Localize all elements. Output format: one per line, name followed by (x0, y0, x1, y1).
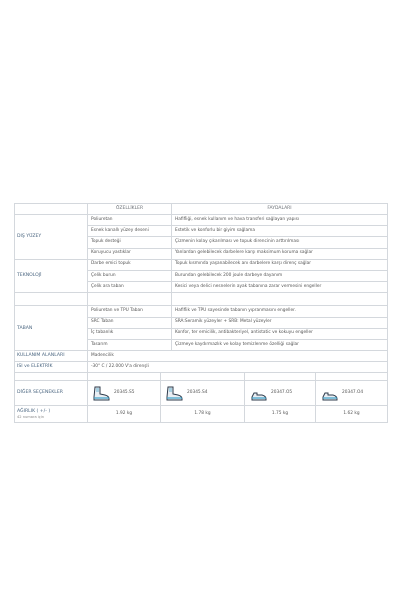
section-label-taban: TABAN (15, 306, 88, 351)
header-empty-cell (15, 204, 88, 215)
option-item[interactable] (316, 381, 388, 406)
table-row (15, 306, 388, 317)
weight-value: 1.78 kg (161, 406, 245, 423)
benefit-cell: Estetik ve konforlu bir giyim sağlama (172, 226, 388, 237)
spec-table (14, 203, 388, 423)
product-spec-sheet (14, 203, 387, 423)
feature-cell: Tasarım (88, 339, 172, 350)
boot-icon (248, 385, 268, 402)
feature-cell: SRC Taban (88, 317, 172, 328)
benefit-cell: Çizmeye kaydırmazlık ve kolay temizlenme özelliği sağlar (172, 339, 388, 350)
weight-value: 1.92 kg (88, 406, 161, 423)
benefit-cell: Kesici veya delici nesnelerin ayak tabanına zarar vermesini engeller (172, 282, 388, 293)
spacer-cell (88, 293, 172, 306)
options-label: DİĞER SEÇENEKLER (15, 381, 88, 406)
table-header-row (15, 204, 388, 215)
boot-icon (91, 385, 111, 402)
option-item[interactable] (161, 381, 245, 406)
option-code: 20345.S5 (114, 389, 135, 395)
weight-value: 1.62 kg (316, 406, 388, 423)
spacer-cell (88, 373, 161, 381)
spacer-row (15, 293, 388, 306)
table-row (15, 215, 388, 226)
benefit-cell: Çizmenin kolay çıkarılması ve topuk direncinin arttırılması (172, 237, 388, 248)
usage-label: KULLANIM ALANLARI (15, 351, 88, 362)
table-row (15, 362, 388, 373)
option-code: 20345.S4 (187, 389, 208, 395)
spacer-cell (15, 373, 88, 381)
boot-icon (164, 385, 184, 402)
weight-label: AĞIRLIK ( +/- ) (17, 408, 51, 414)
header-benefits: FAYDALARI (172, 204, 388, 215)
spacer-cell (172, 293, 388, 306)
option-code: 20347.O4 (342, 389, 364, 395)
heat-electric-label: ISI ve ELEKTRİK (15, 362, 88, 373)
spacer-row (15, 373, 388, 381)
header-features: ÖZELLİKLER (88, 204, 172, 215)
feature-cell: Poliuretan (88, 215, 172, 226)
options-row (15, 381, 388, 406)
table-row (15, 259, 388, 270)
feature-cell: Çelik burun (88, 270, 172, 281)
table-row (15, 351, 388, 362)
option-item[interactable] (88, 381, 161, 406)
weight-value: 1.75 kg (245, 406, 316, 423)
feature-cell: Topuk desteği (88, 237, 172, 248)
benefit-cell: Topuk kısmında yaşanabilecek anı darbelere karşı direnç sağlar (172, 259, 388, 270)
spacer-cell (316, 373, 388, 381)
benefit-cell: Konfor, ter emicilik, antibakteriyel, antistatic ve kokuyu engeller (172, 328, 388, 339)
boot-icon (319, 385, 339, 402)
feature-cell: Darbe emici topuk (88, 259, 172, 270)
benefit-cell: SRA:Seramik yüzeyler + SRB: Metal yüzeyler (172, 317, 388, 328)
weight-row (15, 406, 388, 423)
benefit-cell: Yanlardan gelebilecek darbelere karşı maksimum koruma sağlar (172, 248, 388, 259)
feature-cell: İç tabanlık (88, 328, 172, 339)
feature-cell: Koruyucu yastıklar (88, 248, 172, 259)
section-label-teknoloji: TEKNOLOJİ (15, 259, 88, 293)
feature-cell: Poliuretan ve TPU Taban (88, 306, 172, 317)
weight-sublabel: 42 numara için (17, 415, 45, 420)
usage-value: Madencilik (88, 351, 388, 362)
option-code: 20347.O5 (271, 389, 293, 395)
benefit-cell: Hafiflik ve TPU sayesinde tabanın yıpranmasını engeller. (172, 306, 388, 317)
spacer-cell (245, 373, 316, 381)
option-item[interactable] (245, 381, 316, 406)
benefit-cell: Hafifliği, esnek kullanım ve hava transferi sağlayan yapısı (172, 215, 388, 226)
spacer-cell (161, 373, 245, 381)
benefit-cell: Burundan gelebilecek 200 joule darbeye dayanım (172, 270, 388, 281)
spacer-cell (15, 293, 88, 306)
heat-electric-value: -30° C / 22.000 V'a direnşli (88, 362, 388, 373)
section-label-dis-yuzey: DIŞ YÜZEY (15, 215, 88, 260)
feature-cell: Esnek kanallı yüzey deseni (88, 226, 172, 237)
weight-label-cell (15, 406, 88, 423)
feature-cell: Çelik ara taban (88, 282, 172, 293)
